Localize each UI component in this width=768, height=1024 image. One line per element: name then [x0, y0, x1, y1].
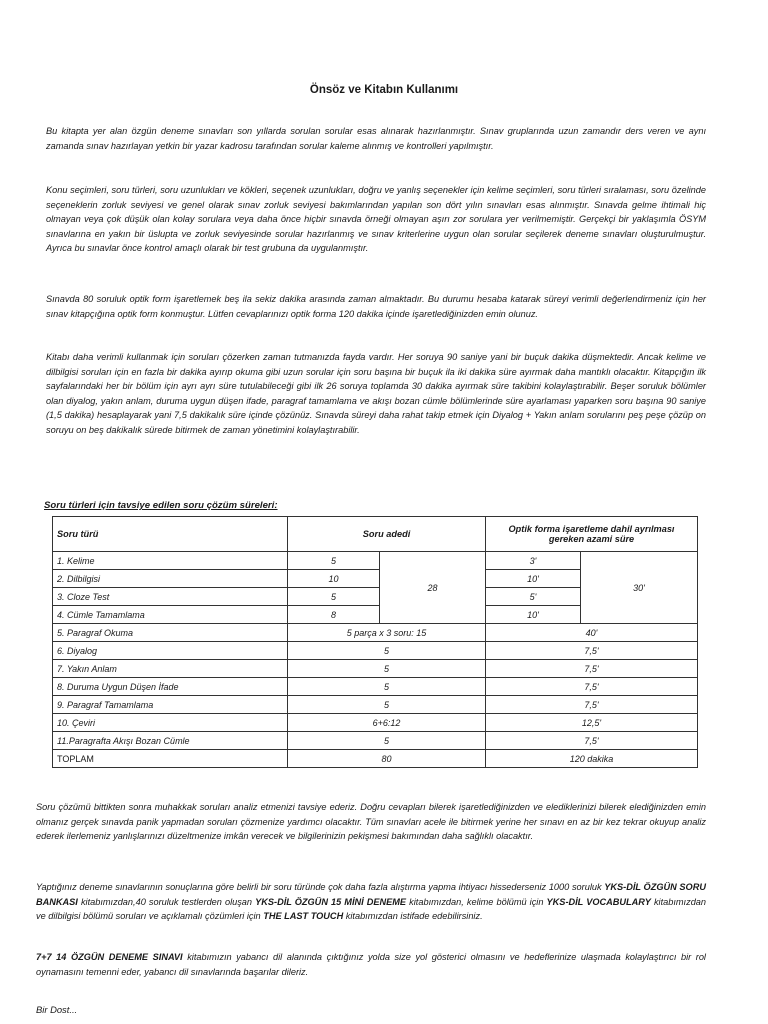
row-type: 10. Çeviri [53, 714, 288, 732]
row-time: 5' [486, 588, 581, 606]
header-soru-adedi: Soru adedi [288, 517, 486, 552]
paragraph-analysis: Soru çözümü bittikten sonra muhakkak soruları analiz etmenizi tavsiye ederiz. Doğru cevapları bilerek işaretlediğinizden ve elediklerinizi bilerek elediğinizden emin olmanız gerçek sınavda panik yapmadan soruları çözmenize yardımcı olacaktır. Tüm sınavları acele ile bitirmek yerine her sınavı en az bir kez tekrar okuyup analiz ederek ilerlemeniz yanlışlarınızı düzeltmenize imkân verecek ve bilgilerinizin pekişmesi bakımından daha sağlıklı olacaktır. [36, 802, 706, 842]
books-text-5: kitabımızdan istifade edebilirsiniz. [345, 911, 483, 922]
row-time: 7,5' [486, 732, 698, 750]
row-type: 8. Duruma Uygun Düşen İfade [53, 678, 288, 696]
table-row [53, 624, 698, 642]
books-text-1: Yaptığınız deneme sınavlarının sonuçlarına göre belirli bir soru türünde çok daha fazla alıştırma yapma ihtiyacı hissederseniz 1000 soruluk [36, 882, 602, 892]
total-label: TOPLAM [53, 750, 288, 768]
books-text-2: kitabımızdan,40 soruluk testlerden oluşan [80, 896, 253, 907]
row-count: 5 [288, 552, 380, 570]
row-time: 40' [486, 624, 698, 642]
row-type: 7. Yakın Anlam [53, 660, 288, 678]
row-type: 11.Paragrafta Akışı Bozan Cümle [53, 732, 288, 750]
row-time: 10' [486, 606, 581, 624]
paragraph-2: Konu seçimleri, soru türleri, soru uzunlukları ve kökleri, seçenek uzunlukları, doğru ve yanlış seçenekler için kelime seçimleri, soru türleri sıralaması, soru özelinde seçeneklerin zorluk seviyesi ve genel olarak sınav zorluk seviyesi bakımlarından yapılan son dört yılın sınavları esas alınmıştır. Sınavda gelme ihtimali hiç olmayan veya çok düşük olan kolay sorulara veya daha önce hiçbir sınavda örneği olmayan aşırı zor sorulara yer verilmemiştir. Gerçekçi bir yaklaşımla ÖSYM sınavlarına en yakın bir üslupta ve zorluk seviyesinde sorular hazırlanmış ve sınav kriterlerine uygun olan sorular seçilerek deneme sınavları oluşturulmuştur. Ayrıca bu sınavlar önce kontrol amaçlı olarak bir test grubuna da uygulanmıştır. [46, 185, 706, 254]
closing-text: kitabımızın yabancı dil alanında çıktığınız yolda size yol gösterici olmasını ve hedeflerinize ulaşmada kolaylaştırıcı bir rol oynamasını temenni eder, yabancı dil sınavlarında başarılar dileriz. [36, 952, 706, 977]
row-count: 6+6:12 [288, 714, 486, 732]
book-title-mini-deneme: YKS-DİL ÖZGÜN 15 MİNİ DENEME [255, 896, 407, 907]
books-text-3: kitabımızdan, kelime bölümü için [409, 896, 544, 907]
row-count: 5 [288, 678, 486, 696]
books-text-4: kitabımızdan ve dilbilgisi bölümü soruları ve açıklamalı çözümleri için [36, 896, 707, 922]
row-type: 9. Paragraf Tamamlama [53, 696, 288, 714]
paragraph-1: Bu kitapta yer alan özgün deneme sınavları son yıllarda sorulan sorular esas alınarak hazırlanmıştır. Sınav gruplarında uzun zamandır ders veren ve aynı zamanda sınav hazırlayan yetkin bir yazar kadrosu tarafından sorular kaleme alınmış ve kontrolleri yapılmıştır. [46, 126, 706, 151]
row-count: 5 [288, 696, 486, 714]
paragraph-3: Sınavda 80 soruluk optik form işaretlemek beş ila sekiz dakika arasında zaman almaktadır. Bu durumu hesaba katarak süreyi verimli değerlendirmeniz için her sınav kitapçığına optik form konmuştur. Lütfen cevaplarınızı optik forma 120 dakika içinde işaretlediğinizden emin olunuz. [46, 294, 706, 319]
row-type: 5. Paragraf Okuma [53, 624, 288, 642]
book-title-last-touch: THE LAST TOUCH [263, 911, 344, 922]
row-time: 12,5' [486, 714, 698, 732]
row-time: 7,5' [486, 660, 698, 678]
page-title: Önsöz ve Kitabın Kullanımı [309, 84, 459, 96]
book-title-vocabulary: YKS-DİL VOCABULARY [546, 896, 651, 907]
table-row [53, 642, 698, 660]
signature: Bir Dost... [36, 1004, 78, 1015]
row-count: 10 [288, 570, 380, 588]
row-count: 5 [288, 588, 380, 606]
row-type: 4. Cümle Tamamlama [53, 606, 288, 624]
total-time: 120 dakika [486, 750, 698, 768]
row-type: 3. Cloze Test [53, 588, 288, 606]
table-title: Soru türleri için tavsiye edilen soru çözüm süreleri: [44, 500, 278, 511]
row-count: 5 [288, 660, 486, 678]
row-count: 5 [288, 642, 486, 660]
row-type: 1. Kelime [53, 552, 288, 570]
row-count: 8 [288, 606, 380, 624]
table-row [53, 660, 698, 678]
paragraph-closing [36, 950, 706, 979]
group-count-total: 28 [380, 552, 486, 624]
table-header-row [53, 517, 698, 552]
header-soru-turu: Soru türü [53, 517, 288, 552]
row-time: 10' [486, 570, 581, 588]
table-row [53, 714, 698, 732]
timing-table [52, 516, 698, 768]
table-row [53, 696, 698, 714]
row-type: 2. Dilbilgisi [53, 570, 288, 588]
row-time: 7,5' [486, 696, 698, 714]
table-total-row [53, 750, 698, 768]
row-time: 7,5' [486, 642, 698, 660]
header-azami-sure: Optik forma işaretleme dahil ayrılması gereken azami süre [486, 517, 698, 552]
table-row [53, 732, 698, 750]
row-type: 6. Diyalog [53, 642, 288, 660]
total-count: 80 [288, 750, 486, 768]
book-title-soru-bankasi: YKS-DİL ÖZGÜN SORU BANKASI [36, 882, 706, 907]
book-title-deneme-sinavi: 7+7 14 ÖZGÜN DENEME SINAVI [36, 952, 183, 962]
row-time: 3' [486, 552, 581, 570]
row-time: 7,5' [486, 678, 698, 696]
row-count: 5 [288, 732, 486, 750]
paragraph-books [36, 880, 706, 924]
table-row [53, 552, 698, 570]
table-row [53, 678, 698, 696]
paragraph-4: Kitabı daha verimli kullanmak için soruları çözerken zaman tutmanızda fayda vardır. Her soruya 90 saniye yani bir buçuk dakika düşmektedir. Ancak kelime ve dilbilgisi soruları için en fazla bir dakika ayırıp okuma gibi uzun sorular için soru başına bir buçuk ila iki dakika süre ayırmak daha mantıklı olacaktır. Kitapçığın ilk sayfalarındaki her bir bölüm için ayrı ayrı süre tutulabileceği gibi ilk 26 soruya toplamda 30 dakika ayırmak süre takibini kolaylaştırabilir. Beşer soruluk bölümler olan diyalog, yakın anlam, duruma uygun düşen ifade, paragraf tamamlama ve akışı bozan cümle bölümlerinde süre ayarlaması yaparken soru başına 90 saniye (1,5 dakika) hesaplayarak yani 7,5 dakikalık süre içinde çözünüz. Sınavda süreyi daha rahat takip etmek için Diyalog + Yakın anlam sorularını peş peşe çözüp on soruyu on beş dakikalık sürede bitirmek de zaman yönetimini kolaylaştırabilir. [46, 352, 706, 435]
row-count: 5 parça x 3 soru: 15 [288, 624, 486, 642]
group-time-total: 30' [581, 552, 698, 624]
